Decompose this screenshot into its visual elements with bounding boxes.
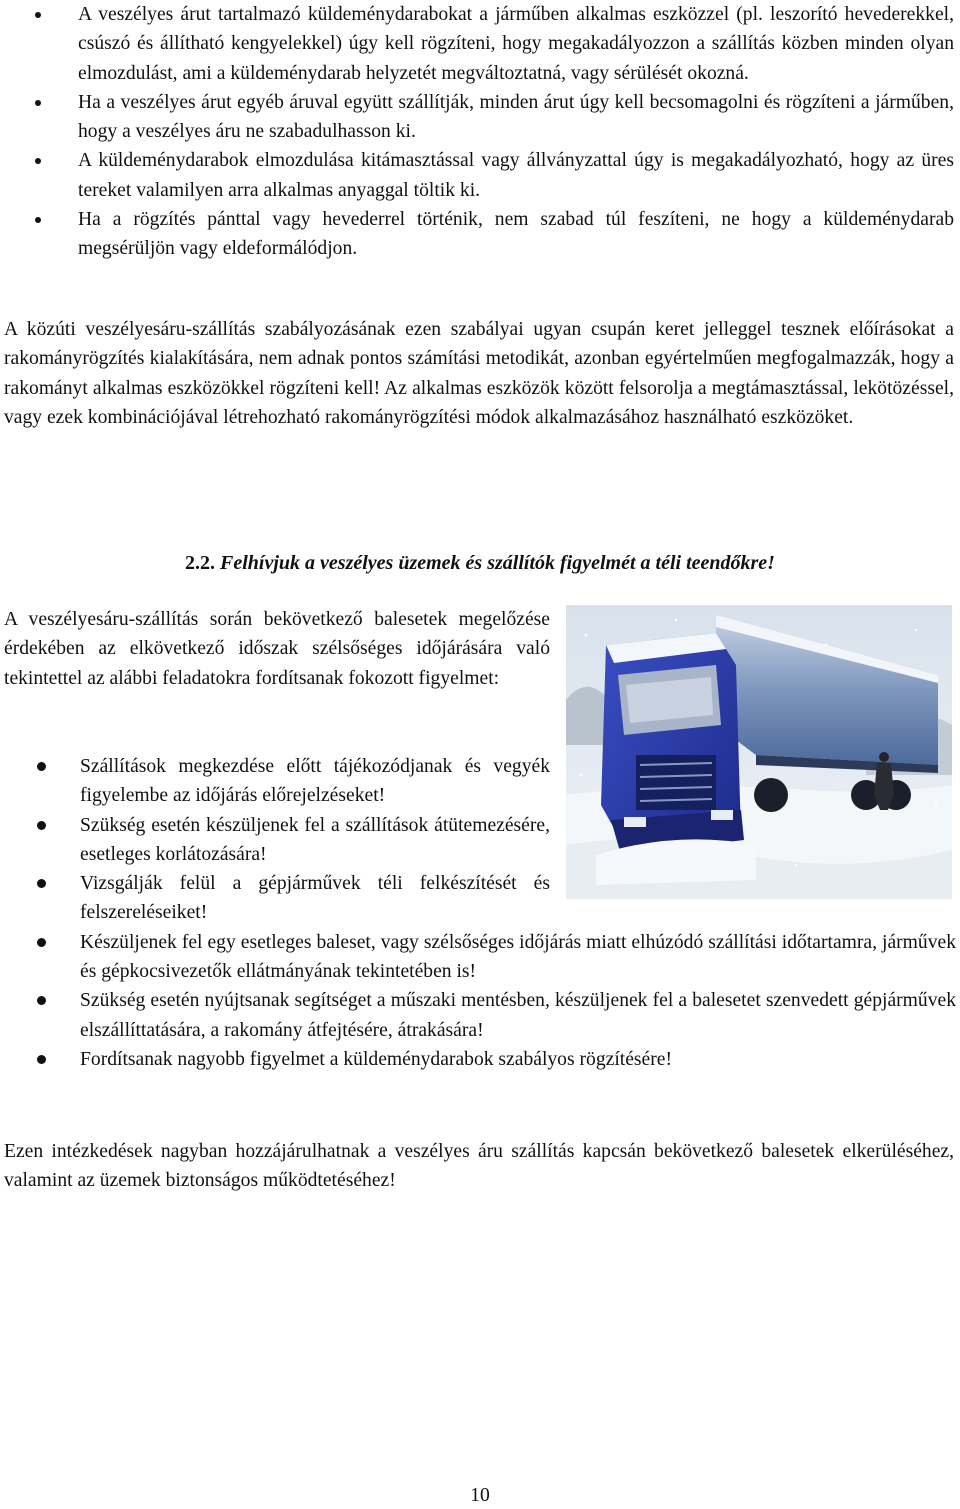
list-item xyxy=(0,0,960,88)
bullet-icon xyxy=(35,158,41,164)
section-title: Felhívjuk a veszélyes üzemek és szállítók figyelmét a téli teendőkre! xyxy=(220,552,775,574)
bullet-icon xyxy=(35,100,41,106)
bullet-icon xyxy=(37,938,46,947)
list-item-text: Készüljenek fel egy esetleges baleset, vagy szélsőséges időjárás miatt elhúzódó szállítási időtartamra, járművek és gépkocsivezetők ellátmányának tekintetében is! xyxy=(80,931,956,983)
load-securing-bullet-list xyxy=(0,0,960,264)
list-item xyxy=(0,869,550,928)
list-item-text: Szállítások megkezdése előtt tájékozódjanak és vegyék figyelembe az időjárás előrejelzéseket! xyxy=(80,756,550,807)
regulation-paragraph: A közúti veszélyesáru-szállítás szabályozásának ezen szabályai ugyan csupán keret jelleggel tesznek előírásokat a rakományrögzítés kialakítására, nem adnak pontos számítási metodikát, azonban egyértelműen megfogalmazzák, hogy a rakományt alkalmas eszközökkel rögzíteni kell! Az alkalmas eszközök között felsorolja a megtámasztással, lekötözéssel, vagy ezek kombinációjával létrehozható rakományrögzítési módok alkalmazásához használható eszközöket. xyxy=(4,319,954,428)
list-item xyxy=(0,928,956,987)
section-number: 2.2. xyxy=(185,552,216,574)
list-item xyxy=(0,1045,956,1074)
list-item-text: A veszélyes árut tartalmazó küldeménydarabokat a járműben alkalmas eszközzel (pl. leszorító hevederekkel, csúszó és állítható kengyelekkel) úgy kell rögzíteni, hogy megakadályozzon a szállítás közben minden olyan elmozdulást, ami a küldeménydarab helyzetét megváltoztatná, vagy sérülését okozná. xyxy=(78,4,954,84)
winter-intro-paragraph: A veszélyesáru-szállítás során bekövetkező balesetek megelőzése érdekében az elkövetkező időszak szélsőséges időjárására való tekintettel az alábbi feladatokra fordítsanak fokozott figyelmet: xyxy=(4,609,550,689)
list-item xyxy=(0,752,550,811)
list-item-text: Vizsgálják felül a gépjárművek téli felkészítését és felszereléseiket! xyxy=(80,873,550,924)
list-item-text: Szükség esetén nyújtsanak segítséget a műszaki mentésben, készüljenek fel a balesetet szenvedett gépjárművek elszállíttatására, a rakomány átfejtésére, átrakására! xyxy=(80,990,956,1041)
list-item-text: Fordítsanak nagyobb figyelmet a küldeménydarabok szabályos rögzítésére! xyxy=(80,1048,672,1070)
page-number: 10 xyxy=(470,1485,490,1506)
list-item xyxy=(0,986,956,1045)
list-item xyxy=(0,88,960,147)
list-item-text: A küldeménydarabok elmozdulása kitámasztással vagy állványzattal úgy is megakadályozható, hogy az üres tereket valamilyen arra alkalmas anyaggal töltik ki. xyxy=(78,150,954,201)
bullet-icon xyxy=(35,217,41,223)
bullet-icon xyxy=(35,12,41,18)
bullet-icon xyxy=(37,996,46,1005)
closing-paragraph: Ezen intézkedések nagyban hozzájárulhatnak a veszélyes áru szállítás kapcsán bekövetkező balesetek elkerüléséhez, valamint az üzemek biztonságos működtetéséhez! xyxy=(4,1141,954,1192)
list-item-text: Ha a veszélyes árut egyéb áruval együtt szállítják, minden árut úgy kell becsomagolni és rögzíteni a járműben, hogy a veszélyes áru ne szabadulhasson ki. xyxy=(78,91,954,143)
winter-tasks-bullet-list xyxy=(0,752,960,1074)
section-heading xyxy=(0,548,960,578)
bullet-icon xyxy=(37,1055,46,1064)
list-item xyxy=(0,811,550,870)
list-item-text: Szükség esetén készüljenek fel a szállítások átütemezésére, esetleges korlátozására! xyxy=(80,814,550,865)
bullet-icon xyxy=(37,879,46,888)
bullet-icon xyxy=(37,762,46,771)
list-item xyxy=(0,205,960,264)
list-item xyxy=(0,146,960,205)
list-item-text: Ha a rögzítés pánttal vagy hevederrel történik, nem szabad túl feszíteni, ne hogy a küldeménydarab megsérüljön vagy eldeformálódjon. xyxy=(78,209,954,260)
bullet-icon xyxy=(37,821,46,830)
